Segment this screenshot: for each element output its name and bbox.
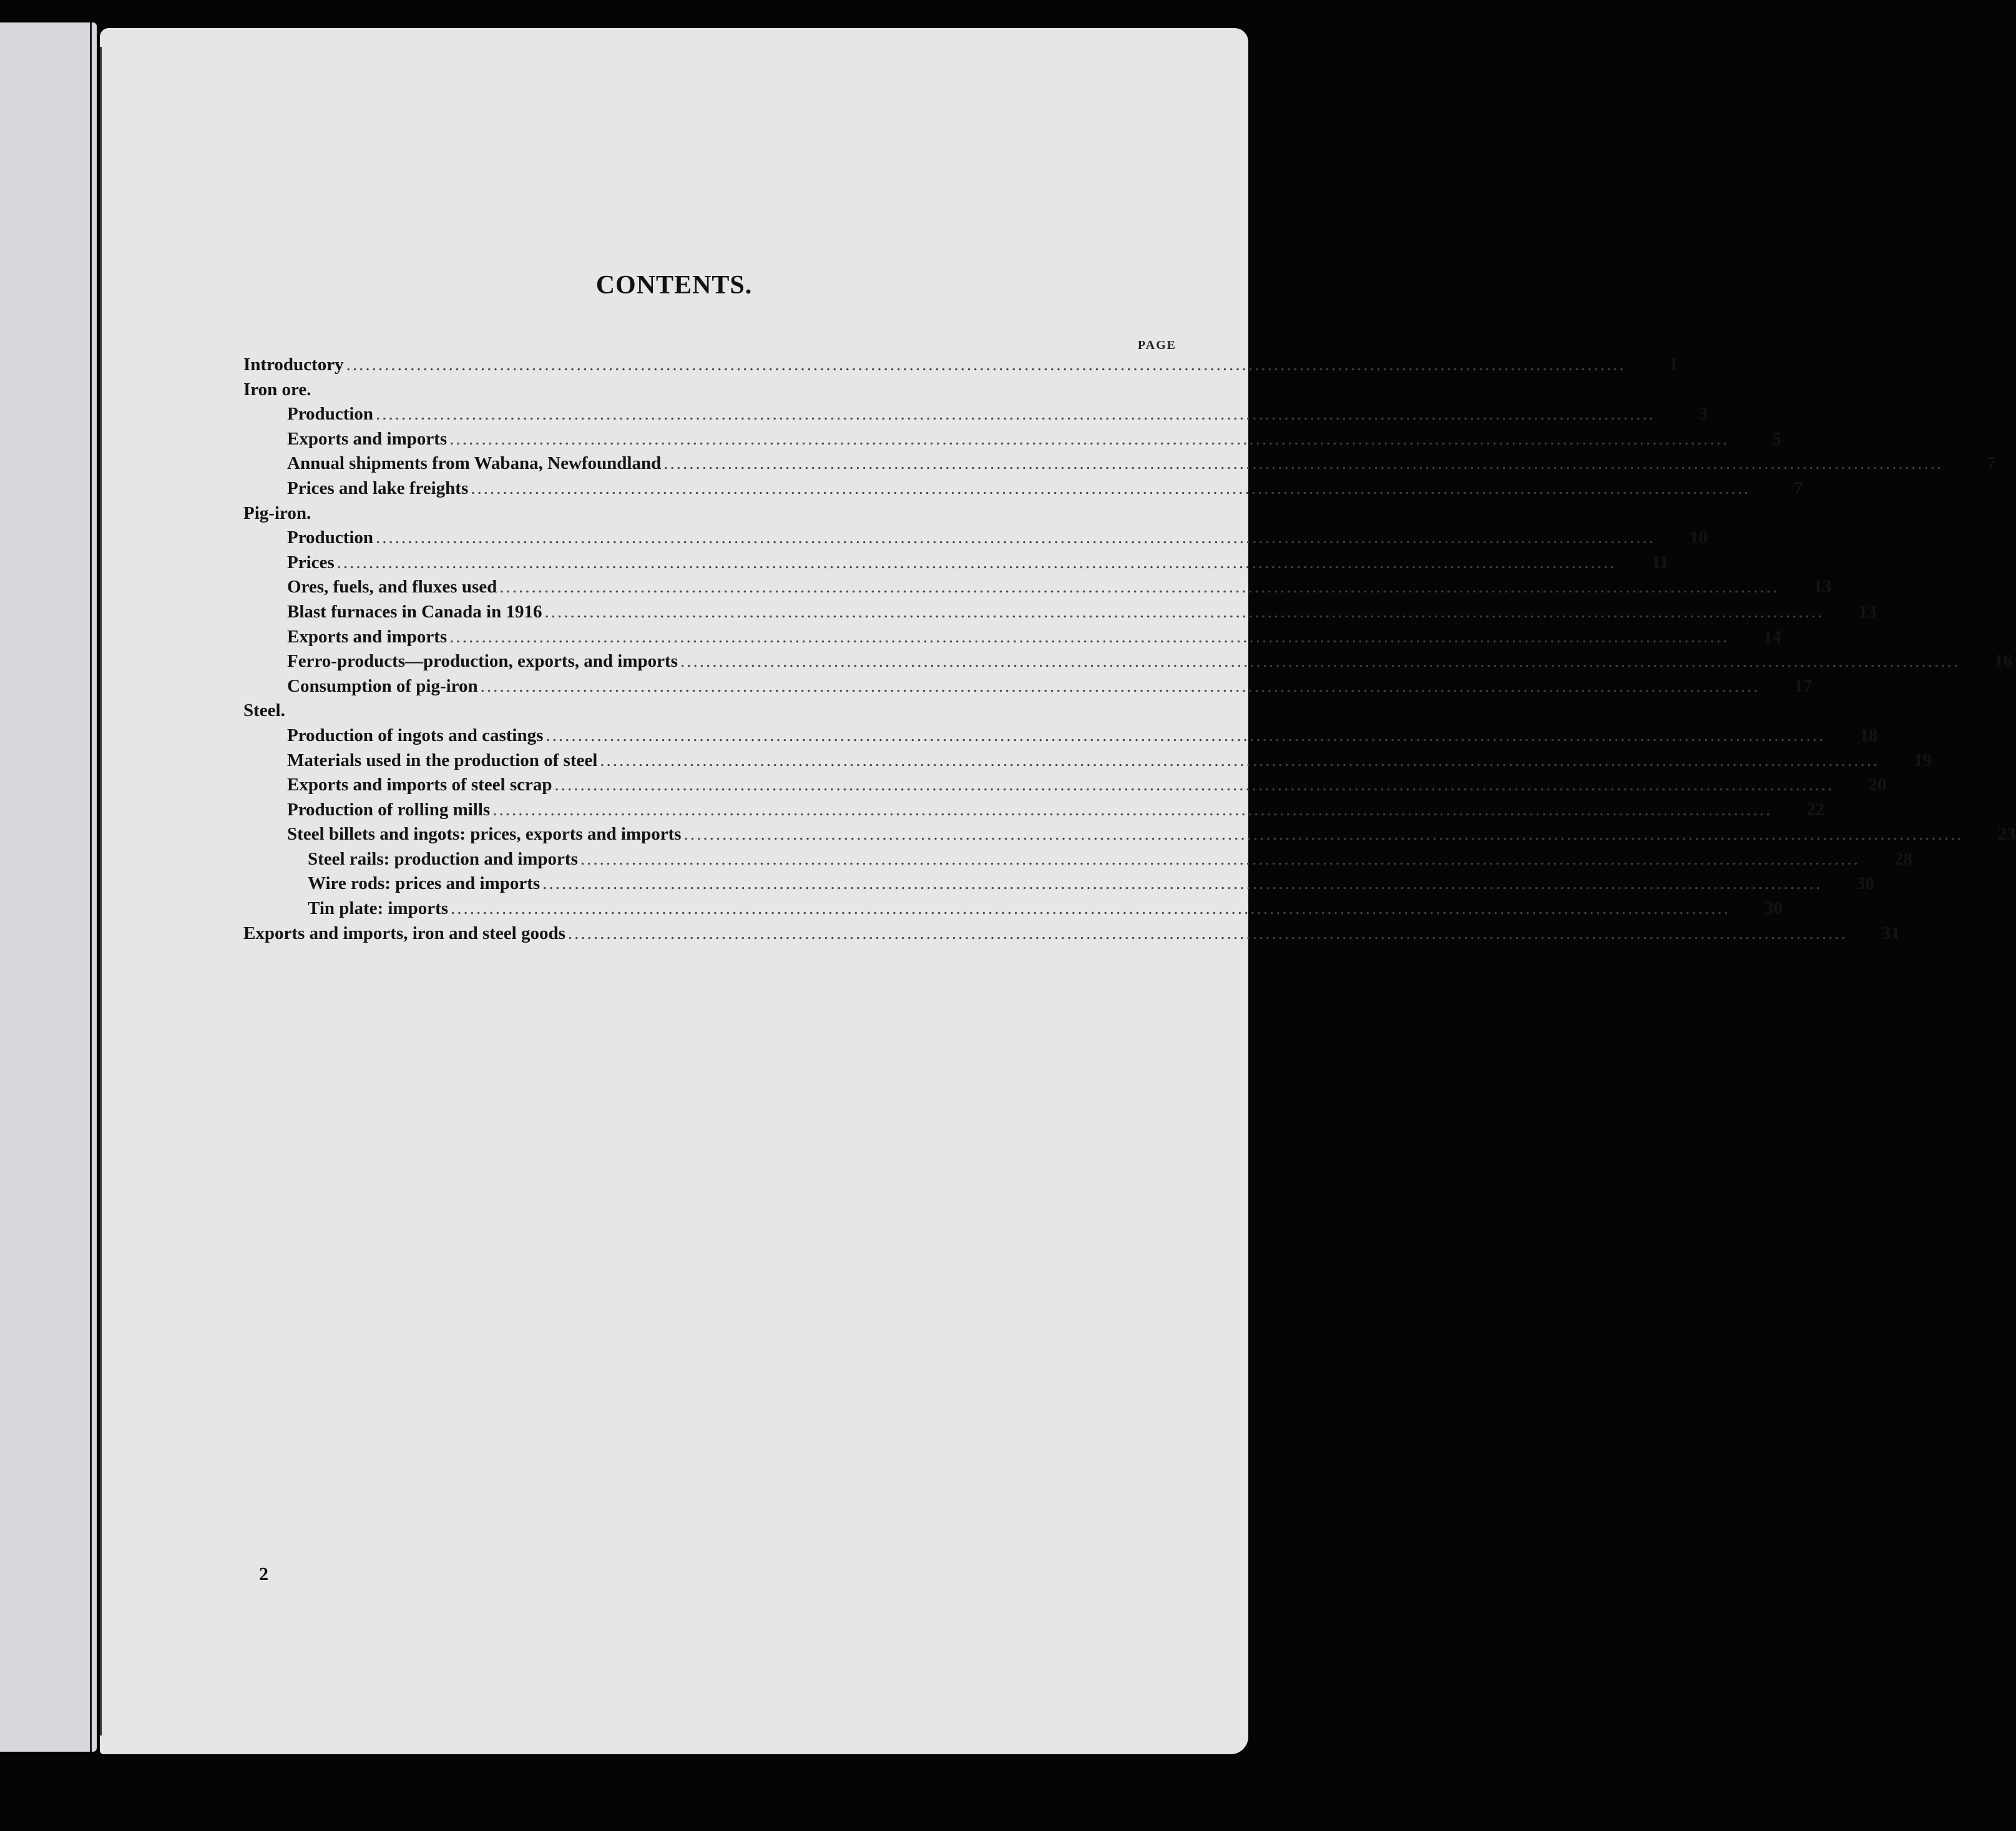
toc-entry-label: Ferro-products—production, exports, and imports — [287, 651, 678, 672]
toc-entry-page: 20 — [1868, 775, 1887, 795]
dot-leader: ........................................................................................................................................................................................................ — [492, 799, 1773, 820]
toc-entry-label: Steel rails: production and imports — [308, 848, 578, 869]
toc-entry-page: 7 — [1793, 478, 1803, 498]
toc-entry-label: Prices and lake freights — [287, 478, 469, 498]
page-column-header: PAGE — [1137, 338, 1177, 352]
toc-entry-page: 14 — [1763, 626, 1782, 647]
table-of-contents — [243, 355, 2016, 948]
toc-entry-page: 23 — [1997, 824, 2016, 845]
dot-leader: ........................................................................................................................................................................................................ — [449, 428, 1730, 449]
toc-entry-page: 1 — [1669, 355, 1678, 375]
dot-leader: ........................................................................................................................................................................................................ — [567, 923, 1847, 943]
dot-leader: ........................................................................................................................................................................................................ — [683, 824, 1964, 845]
toc-entry — [243, 700, 1177, 725]
toc-entry-label: Materials used in the production of steel — [287, 750, 598, 770]
toc-entry — [243, 577, 1832, 602]
toc-entry — [243, 601, 1877, 627]
toc-entry — [243, 775, 1887, 800]
toc-entry-label: Pig-iron. — [243, 503, 311, 523]
toc-entry — [243, 898, 1783, 923]
dot-leader: ........................................................................................................................................................................................................ — [471, 478, 1751, 498]
toc-entry-page: 10 — [1690, 528, 1708, 548]
toc-entry-label: Steel billets and ingots: prices, exports and imports — [287, 824, 682, 845]
toc-entry-label: Production — [287, 528, 374, 548]
toc-entry — [243, 404, 1708, 429]
toc-entry — [243, 651, 2012, 676]
toc-entry-label: Steel. — [243, 700, 285, 721]
dot-leader: ........................................................................................................................................................................................................ — [600, 750, 1880, 770]
toc-entry — [243, 873, 1875, 898]
toc-entry-label: Introductory — [243, 355, 344, 375]
toc-entry — [243, 552, 1669, 577]
toc-entry — [243, 478, 1803, 503]
toc-entry — [243, 453, 1996, 478]
toc-entry-page: 13 — [1813, 577, 1832, 597]
toc-entry-label: Exports and imports — [287, 626, 448, 647]
dot-leader: ........................................................................................................................................................................................................ — [346, 355, 1626, 375]
toc-entry — [243, 824, 2016, 849]
toc-entry-page: 30 — [1764, 898, 1783, 919]
toc-entry-label: Iron ore. — [243, 379, 311, 400]
dot-leader: ........................................................................................................................................................................................................ — [336, 552, 1617, 572]
toc-entry — [243, 428, 1782, 454]
document-page — [100, 28, 2016, 1754]
dot-leader: ........................................................................................................................................................................................................ — [554, 775, 1834, 795]
toc-entry — [243, 750, 1932, 775]
toc-entry-page: 7 — [1986, 453, 1996, 474]
dot-leader: ........................................................................................................................................................................................................ — [449, 626, 1730, 647]
dot-leader: ........................................................................................................................................................................................................ — [480, 675, 1760, 696]
toc-entry-label: Prices — [287, 552, 335, 572]
toc-entry-page: 30 — [1856, 873, 1875, 894]
dot-leader: ........................................................................................................................................................................................................ — [546, 725, 1826, 745]
toc-entry-label: Exports and imports — [287, 428, 448, 449]
toc-entry — [243, 380, 1177, 405]
toc-entry — [243, 799, 1825, 825]
toc-entry-page: 17 — [1794, 675, 1813, 696]
toc-entry-page: 22 — [1806, 799, 1825, 820]
toc-entry — [243, 503, 1177, 528]
toc-entry-page: 18 — [1859, 725, 1878, 745]
toc-entry-label: Exports and imports, iron and steel goods — [243, 923, 565, 943]
dot-leader: ........................................................................................................................................................................................................ — [680, 651, 1960, 672]
toc-entry-page: 16 — [1994, 651, 2012, 672]
toc-entry-page: 28 — [1894, 848, 1912, 869]
dot-leader: ........................................................................................................................................................................................................ — [451, 898, 1731, 919]
page-title: CONTENTS. — [595, 271, 753, 300]
toc-entry-label: Blast furnaces in Canada in 1916 — [287, 601, 542, 622]
toc-entry — [243, 626, 1782, 652]
toc-entry-page: 5 — [1772, 428, 1782, 449]
toc-entry-page: 3 — [1698, 404, 1708, 425]
toc-entry-label: Annual shipments from Wabana, Newfoundland — [287, 453, 662, 474]
toc-entry-page: 11 — [1651, 552, 1669, 572]
toc-entry-label: Consumption of pig-iron — [287, 675, 478, 696]
toc-entry — [243, 355, 1678, 380]
page-number: 2 — [259, 1564, 268, 1584]
facing-page-edge — [0, 22, 97, 1752]
dot-leader: ........................................................................................................................................................................................................ — [376, 404, 1656, 425]
toc-entry — [243, 675, 1813, 701]
toc-entry-page: 31 — [1881, 923, 1900, 943]
toc-entry-label: Ores, fuels, and fluxes used — [287, 577, 497, 597]
dot-leader: ........................................................................................................................................................................................................ — [580, 848, 1860, 869]
toc-entry-label: Tin plate: imports — [308, 898, 449, 919]
toc-entry-label: Production — [287, 404, 374, 425]
toc-entry-label: Exports and imports of steel scrap — [287, 775, 552, 795]
toc-entry-label: Production of rolling mills — [287, 799, 491, 820]
toc-entry-page: 13 — [1858, 601, 1877, 622]
dot-leader: ........................................................................................................................................................................................................ — [542, 873, 1823, 894]
toc-entry — [243, 848, 1912, 874]
dot-leader: ........................................................................................................................................................................................................ — [544, 601, 1824, 622]
toc-entry — [243, 725, 1878, 750]
toc-entry-page: 19 — [1914, 750, 1932, 770]
toc-entry-label: Wire rods: prices and imports — [308, 873, 541, 894]
dot-leader: ........................................................................................................................................................................................................ — [499, 577, 1779, 597]
toc-entry — [243, 923, 1900, 948]
toc-entry-label: Production of ingots and castings — [287, 725, 544, 745]
dot-leader: ........................................................................................................................................................................................................ — [663, 453, 1944, 474]
toc-entry — [243, 528, 1708, 552]
dot-leader: ........................................................................................................................................................................................................ — [376, 528, 1656, 548]
